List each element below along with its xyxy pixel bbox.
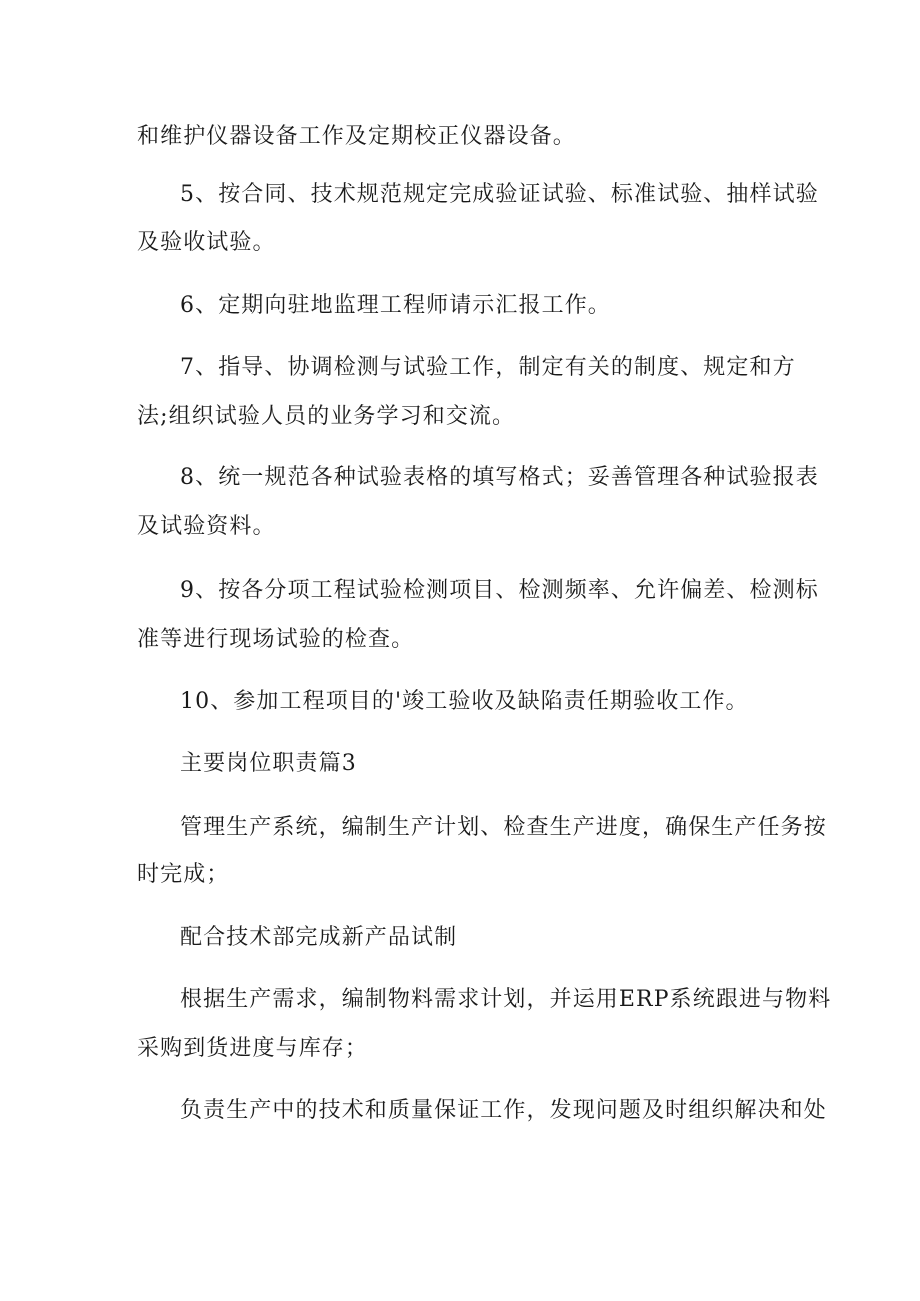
list-item-10: 10、参加工程项目的'竣工验收及缺陷责任期验收工作。 xyxy=(180,689,749,714)
text-line: 和维护仪器设备工作及定期校正仪器设备。 xyxy=(137,124,576,149)
list-item-7-line-1: 7、指导、协调检测与试验工作，制定有关的制度、规定和方 xyxy=(180,355,796,380)
paragraph-2: 配合技术部完成新产品试制 xyxy=(180,925,458,950)
paragraph-4-line-1: 负责生产中的技术和质量保证工作，发现问题及时组织解决和处 xyxy=(180,1098,827,1123)
list-item-5-line-2: 及验收试验。 xyxy=(137,230,276,255)
paragraph-3-line-1: 根据生产需求，编制物料需求计划，并运用ERP系统跟进与物料 xyxy=(180,987,832,1012)
list-item-9-line-2: 准等进行现场试验的检查。 xyxy=(137,627,415,652)
list-item-7-line-2: 法;组织试验人员的业务学习和交流。 xyxy=(137,404,516,429)
list-item-8-line-2: 及试验资料。 xyxy=(137,514,276,539)
paragraph-1-line-2: 时完成； xyxy=(137,862,230,887)
paragraph-3-line-2: 采购到货进度与库存； xyxy=(137,1036,369,1061)
list-item-9-line-1: 9、按各分项工程试验检测项目、检测频率、允许偏差、检测标 xyxy=(180,578,819,603)
paragraph-1-line-1: 管理生产系统，编制生产计划、检查生产进度，确保生产任务按 xyxy=(180,815,827,840)
list-item-6: 6、定期向驻地监理工程师请示汇报工作。 xyxy=(180,293,611,318)
section-heading: 主要岗位职责篇3 xyxy=(180,751,357,776)
list-item-5-line-1: 5、按合同、技术规范规定完成验证试验、标准试验、抽样试验 xyxy=(180,182,819,207)
list-item-8-line-1: 8、统一规范各种试验表格的填写格式；妥善管理各种试验报表 xyxy=(180,465,819,490)
